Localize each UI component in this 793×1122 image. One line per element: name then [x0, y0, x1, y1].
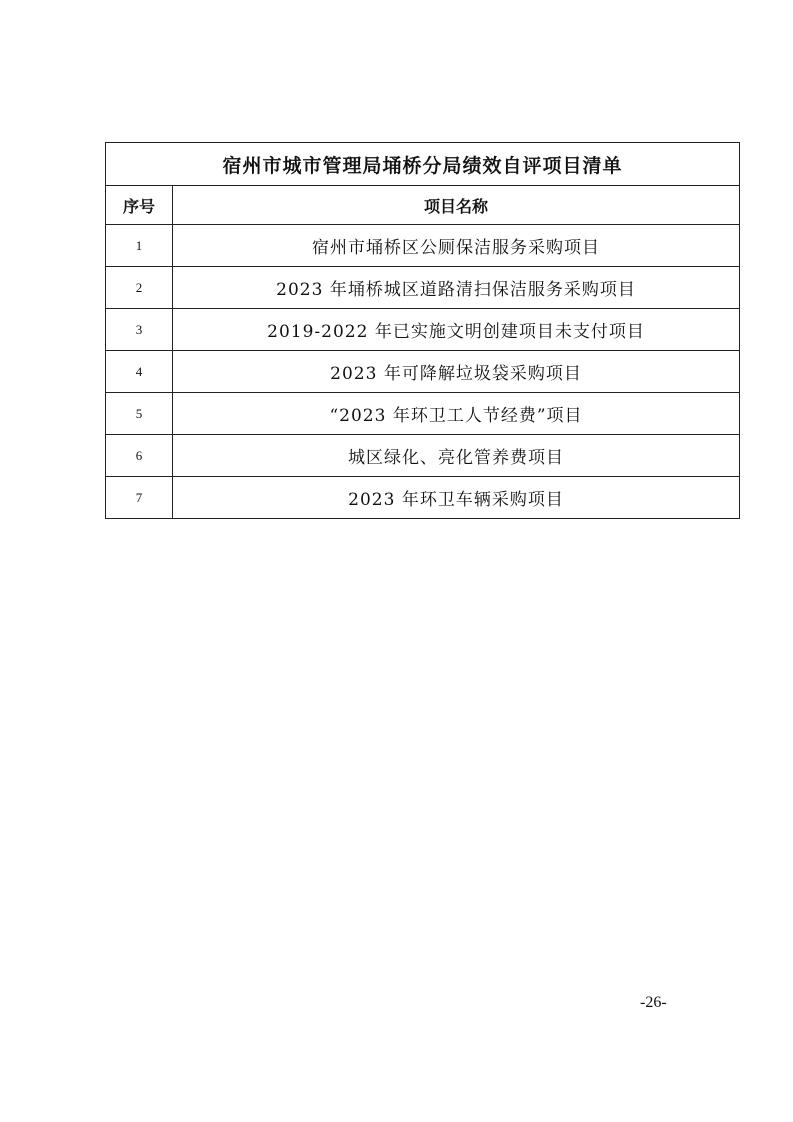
row-serial-number: 6: [106, 435, 173, 477]
row-project-name: 2023 年埇桥城区道路清扫保洁服务采购项目: [173, 267, 740, 309]
header-serial-number: 序号: [106, 186, 173, 225]
row-serial-number: 4: [106, 351, 173, 393]
table-row: [106, 477, 740, 519]
row-serial-number: 3: [106, 309, 173, 351]
row-project-name: “2023 年环卫工人节经费”项目: [173, 393, 740, 435]
table-row: [106, 435, 740, 477]
page-number: -26-: [640, 994, 667, 1011]
table-row: [106, 351, 740, 393]
table-row: [106, 393, 740, 435]
header-project-name: 项目名称: [173, 186, 740, 225]
table-row: [106, 267, 740, 309]
row-serial-number: 1: [106, 225, 173, 267]
row-project-name: 宿州市埇桥区公厕保洁服务采购项目: [173, 225, 740, 267]
row-serial-number: 7: [106, 477, 173, 519]
row-project-name: 城区绿化、亮化管养费项目: [173, 435, 740, 477]
project-list-table: [105, 142, 740, 519]
table-title-row: [106, 143, 740, 186]
table-row: [106, 309, 740, 351]
row-project-name: 2019-2022 年已实施文明创建项目未支付项目: [173, 309, 740, 351]
row-project-name: 2023 年可降解垃圾袋采购项目: [173, 351, 740, 393]
row-serial-number: 2: [106, 267, 173, 309]
row-project-name: 2023 年环卫车辆采购项目: [173, 477, 740, 519]
table-header-row: [106, 186, 740, 225]
table-title: 宿州市城市管理局埇桥分局绩效自评项目清单: [106, 143, 740, 186]
row-serial-number: 5: [106, 393, 173, 435]
table-row: [106, 225, 740, 267]
